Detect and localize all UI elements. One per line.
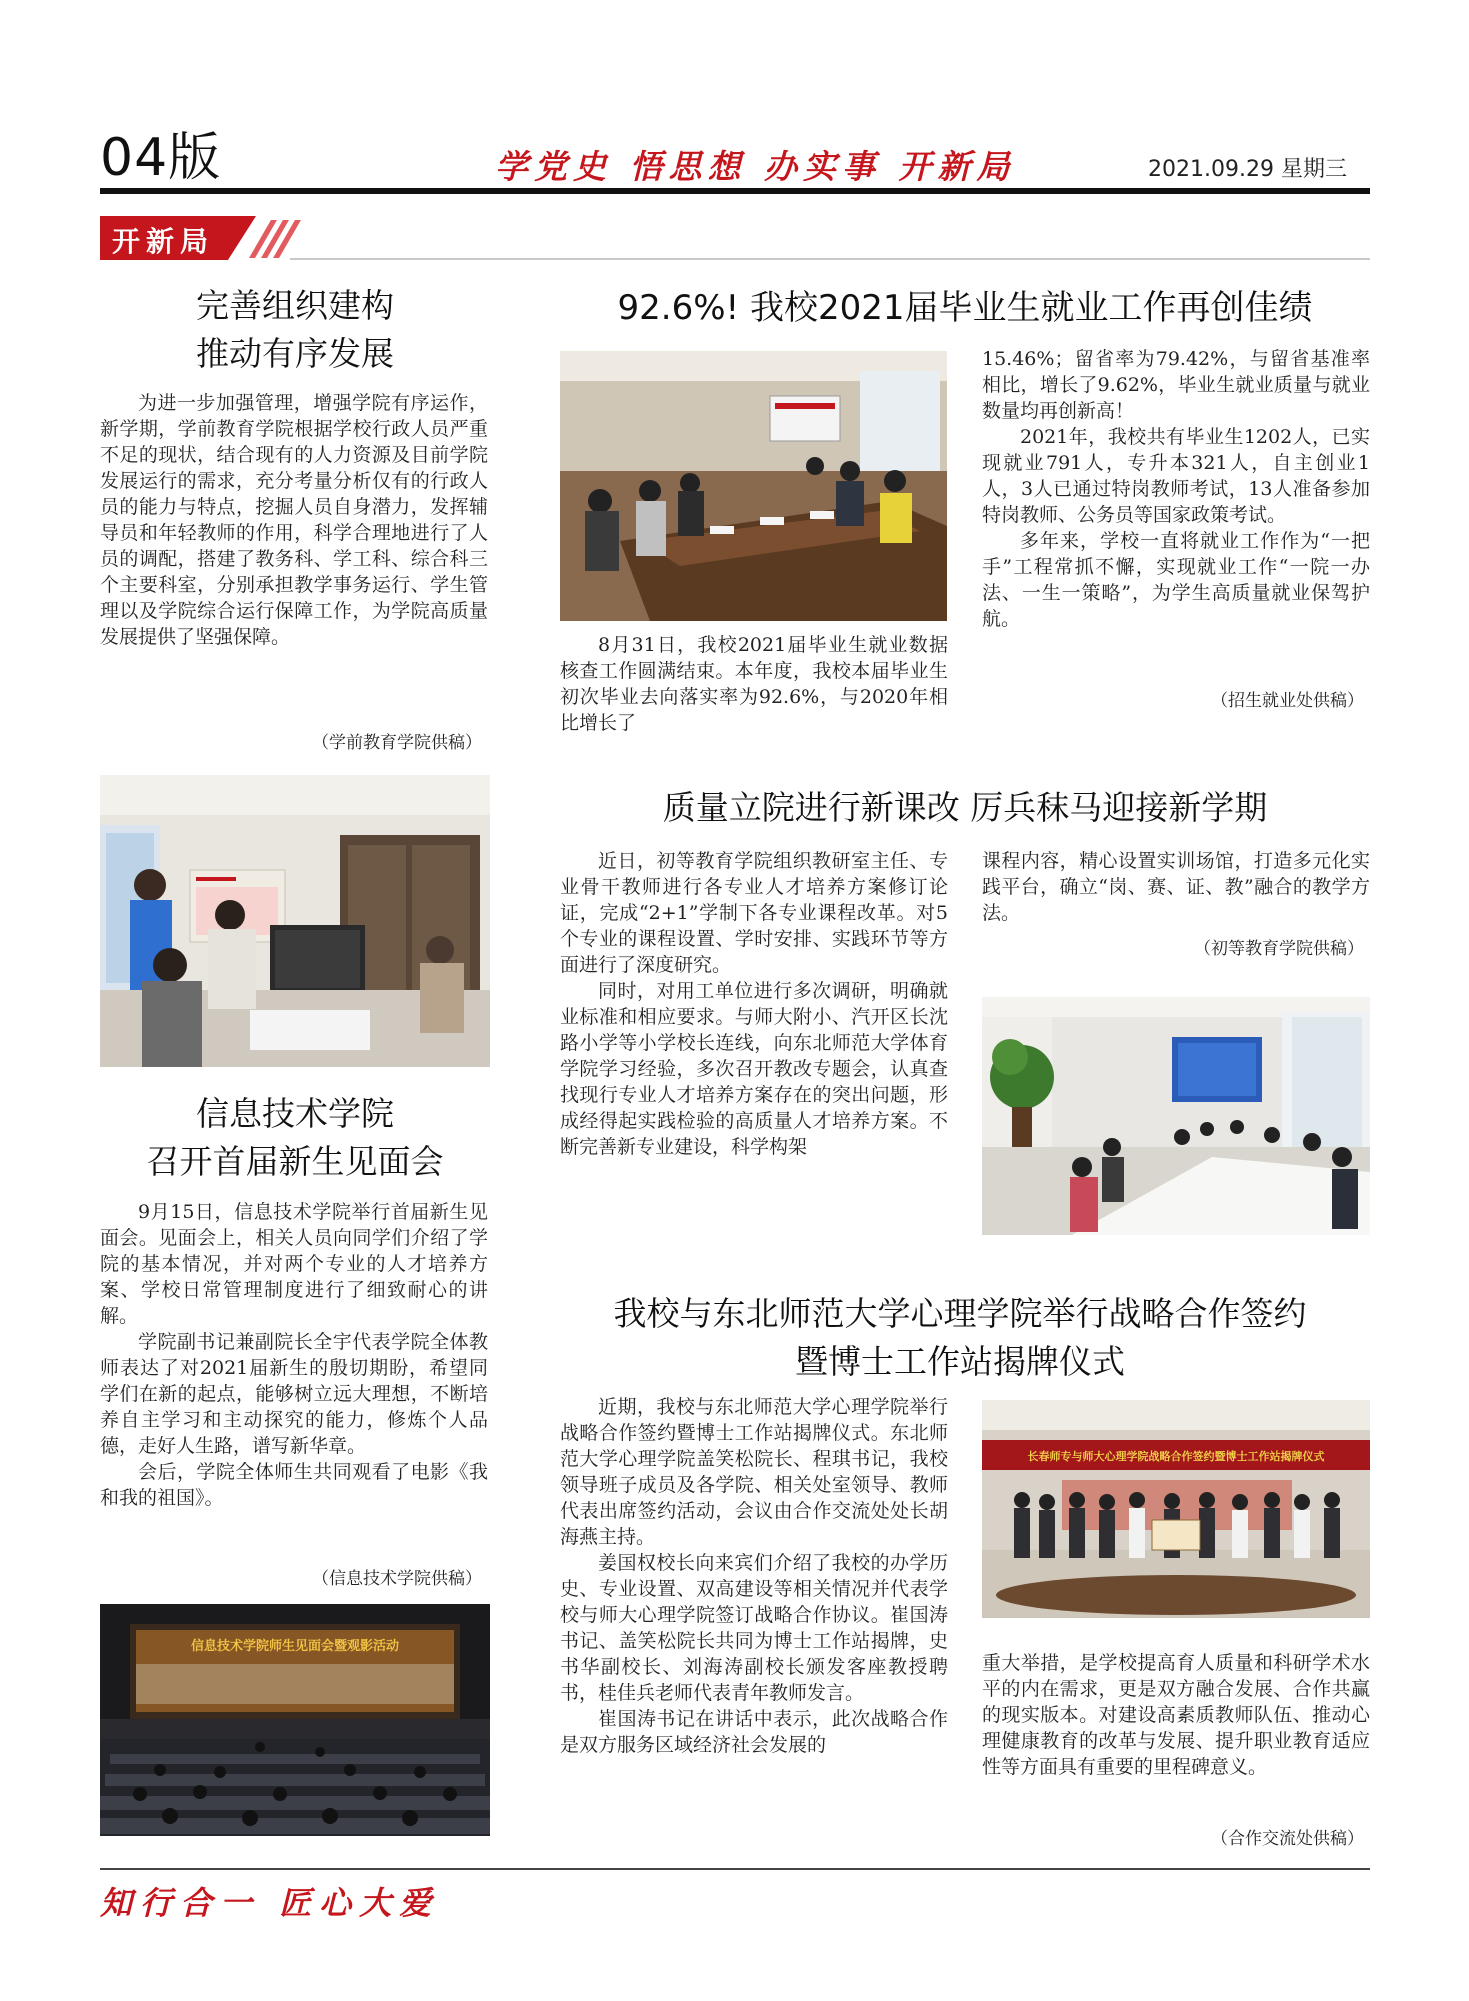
article-org-body	[100, 390, 488, 650]
article-curriculum-paragraph: 同时，对用工单位进行多次调研，明确就业标准和相应要求。与师大附小、汽开区长沈路小学等小学校长连线，向东北师范大学体育学院学习经验，多次召开教改专题会，认真查找现行专业人才培养方案存在的突出问题，形成经得起实践检验的高质量人才培养方案。不断完善新专业建设，科学构架	[560, 980, 948, 1158]
article-infotech-paragraph: 会后，学院全体师生共同观看了电影《我和我的祖国》。	[100, 1461, 488, 1509]
header-rule	[100, 188, 1370, 194]
article-cooperation-paragraph: 重大举措，是学校提高育人质量和科研学术水平的内在需求，更是双方融合发展、合作共赢的现实版本。对建设高素质教师队伍、推动心理健康教育的改革与发展、提升职业教育适应性等方面具有重要的里程碑意义。	[982, 1652, 1370, 1778]
article-curriculum-title: 质量立院进行新课改 厉兵秣马迎接新学期	[662, 788, 1268, 827]
auditorium-photo	[100, 1604, 490, 1836]
article-cooperation-credit: （合作交流处供稿）	[1211, 1829, 1364, 1849]
article-org-title	[100, 282, 490, 378]
article-employment-title: 92.6%! 我校2021届毕业生就业工作再创佳绩	[617, 288, 1313, 328]
article-employment-body-right	[982, 346, 1370, 632]
article-employment-paragraph: 多年来，学校一直将就业工作作为“一把手”工程常抓不懈，实现就业工作“一院一办法、一生一策略”，为学生高质量就业保驾护航。	[982, 530, 1370, 630]
article-cooperation-paragraph: 近期，我校与东北师范大学心理学院举行战略合作签约暨博士工作站揭牌仪式。东北师范大学心理学院盖笑松院长、程琪书记，我校领导班子成员及各学院、相关处室领导、教师代表出席签约活动，会议由合作交流处处长胡海燕主持。	[560, 1396, 948, 1548]
footer-slogan: 知行合一 匠心大爱	[100, 1884, 440, 1922]
article-cooperation-title-line2: 暨博士工作站揭牌仪式	[795, 1342, 1125, 1381]
article-cooperation-paragraph: 崔国涛书记在讲话中表示，此次战略合作是双方服务区域经济社会发展的	[560, 1708, 948, 1756]
article-cooperation-body-right	[982, 1650, 1370, 1780]
article-employment-paragraph: 15.46%；留省率为79.42%，与留省基准率相比，增长了9.62%，毕业生就业质量与就业数量均再创新高！	[982, 348, 1370, 422]
article-curriculum-body-right	[982, 848, 1370, 926]
article-infotech-credit: （信息技术学院供稿）	[312, 1569, 482, 1589]
article-infotech-title-line2: 召开首届新生见面会	[146, 1142, 444, 1181]
ceremony-banner-text: 长春师专与师大心理学院战略合作签约暨博士工作站揭牌仪式	[1027, 1450, 1325, 1463]
footer-rule	[100, 1868, 1370, 1870]
article-org-paragraph: 为进一步加强管理，增强学院有序运作，新学期，学前教育学院根据学校行政人员严重不足的现状，结合现有的人力资源及目前学院发展运行的需求，充分考量分析仅有的行政人员的能力与特点，挖掘人员自身潜力，发挥辅导员和年轻教师的作用，科学合理地进行了人员的调配，搭建了教务科、学工科、综合科三个主要科室，分别承担教学事务运行、学生管理以及学院综合运行保障工作，为学院高质量发展提供了坚强保障。	[100, 392, 488, 648]
article-infotech-title	[100, 1090, 490, 1186]
employment-meeting-photo	[560, 351, 947, 621]
article-cooperation-body-left	[560, 1394, 948, 1758]
issue-date: 2021.09.29 星期三	[1148, 157, 1347, 182]
article-cooperation-paragraph: 姜国权校长向来宾们介绍了我校的办学历史、专业设置、双高建设等相关情况并代表学校与师大心理学院签订战略合作协议。崔国涛书记、盖笑松院长共同为博士工作站揭牌，史书华副校长、刘海涛副校长颁发客座教授聘书，桂佳兵老师代表青年教师发言。	[560, 1552, 948, 1704]
section-divider	[290, 258, 1370, 260]
article-employment-body-left	[560, 632, 948, 736]
article-cooperation-title-line1: 我校与东北师范大学心理学院举行战略合作签约	[613, 1294, 1307, 1333]
article-employment-credit: （招生就业处供稿）	[1211, 691, 1364, 711]
signing-ceremony-photo	[982, 1400, 1370, 1618]
article-infotech-title-line1: 信息技术学院	[196, 1094, 394, 1133]
article-infotech-paragraph: 学院副书记兼副院长全宇代表学院全体教师表达了对2021届新生的殷切期盼，希望同学们在新的起点，能够树立远大理想，不断培养自主学习和主动探究的能力，修炼个人品德，走好人生路，谱写新华章。	[100, 1331, 488, 1457]
article-curriculum-body-left	[560, 848, 948, 1160]
office-meeting-photo	[100, 775, 490, 1067]
article-curriculum-paragraph: 近日，初等教育学院组织教研室主任、专业骨干教师进行各专业人才培养方案修订论证，完成“2+1”学制下各专业课程改革。对5个专业的课程设置、学时安排、实践环节等方面进行了深度研究。	[560, 850, 948, 976]
article-org-credit: （学前教育学院供稿）	[312, 733, 482, 753]
section-label: 开新局	[112, 225, 215, 258]
article-curriculum-paragraph: 课程内容，精心设置实训场馆，打造多元化实践平台，确立“岗、赛、证、教”融合的教学方法。	[982, 850, 1370, 924]
article-infotech-body	[100, 1199, 488, 1511]
section-tag	[100, 216, 290, 260]
article-org-title-line1: 完善组织建构	[196, 286, 394, 325]
header-slogan: 学党史 悟思想 办实事 开新局	[495, 147, 1016, 186]
article-infotech-paragraph: 9月15日，信息技术学院举行首届新生见面会。见面会上，相关人员向同学们介绍了学院的基本情况，并对两个专业的人才培养方案、学校日常管理制度进行了细致耐心的讲解。	[100, 1201, 488, 1327]
article-curriculum-credit: （初等教育学院供稿）	[1194, 939, 1364, 959]
edition-number: 04版	[100, 128, 222, 188]
auditorium-screen-text: 信息技术学院师生见面会暨观影活动	[190, 1639, 400, 1654]
article-org-title-line2: 推动有序发展	[196, 334, 394, 373]
curriculum-meeting-photo	[982, 997, 1370, 1235]
article-employment-paragraph: 8月31日，我校2021届毕业生就业数据核查工作圆满结束。本年度，我校本届毕业生初次毕业去向落实率为92.6%，与2020年相比增长了	[560, 634, 948, 734]
article-cooperation-title	[540, 1290, 1380, 1386]
article-employment-paragraph: 2021年，我校共有毕业生1202人，已实现就业791人，专升本321人，自主创业1人，3人已通过特岗教师考试，13人准备参加特岗教师、公务员等国家政策考试。	[982, 426, 1370, 526]
